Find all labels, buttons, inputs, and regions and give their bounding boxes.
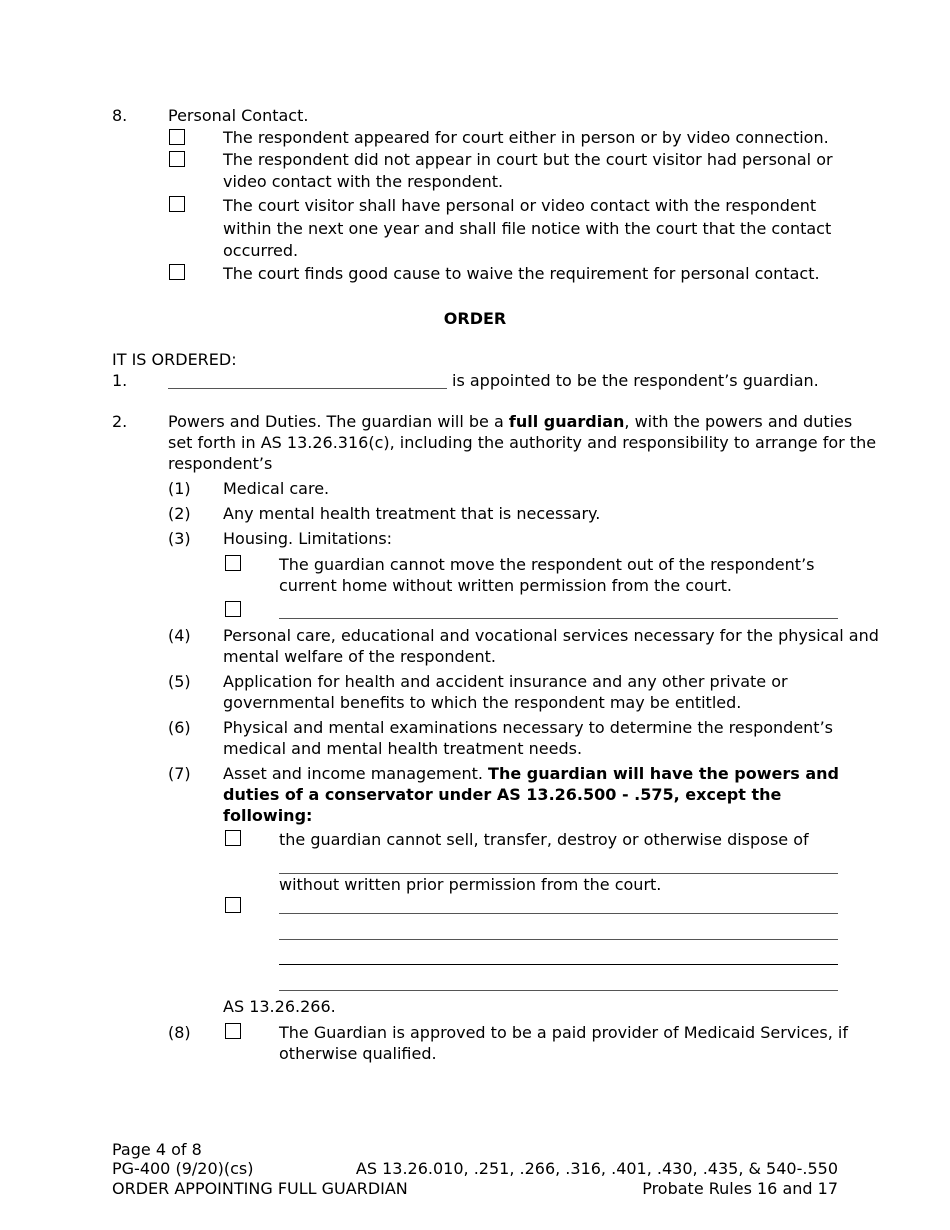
power-3-number: (3) [168,529,191,548]
footer-rules: Probate Rules 16 and 17 [642,1179,838,1198]
power-2-text: Any mental health treatment that is necessary. [223,504,601,523]
item-2-intro-line2: set forth in AS 13.26.316(c), including the authority and responsibility to arrange for the [168,433,877,452]
asset-other-field-2[interactable] [279,939,838,940]
footer-statutes: AS 13.26.010, .251, .266, .316, .401, .430, .435, & 540-.550 [355,1159,838,1178]
option-did-not-appear-line2: video contact with the respondent. [223,172,504,191]
item-2-intro-line1: Powers and Duties. The guardian will be a full guardian, with the powers and duties [168,412,853,431]
option-appeared-line1: The respondent appeared for court either in person or by video connection. [223,128,829,147]
power-6-line1: Physical and mental examinations necessary to determine the respondent’s [223,718,833,737]
checkbox-visitor-contact[interactable] [169,196,185,212]
asset-other-field-3[interactable] [279,964,838,965]
footer-form-title: ORDER APPOINTING FULL GUARDIAN [112,1179,408,1198]
checkbox-waive-contact[interactable] [169,264,185,280]
housing-other-field[interactable] [279,618,838,619]
power-8-number: (8) [168,1023,191,1042]
checkbox-medicaid-provider[interactable] [225,1023,241,1039]
option-visitor-line3: occurred. [223,241,299,260]
item-1-number: 1. [112,371,128,390]
power-4-line2: mental welfare of the respondent. [223,647,496,666]
power-8-line2: otherwise qualified. [279,1044,437,1063]
checkbox-asset-restriction[interactable] [225,830,241,846]
option-visitor-line2: within the next one year and shall file notice with the court that the contact [223,219,832,238]
item-2-intro-line3: respondent’s [168,454,273,473]
asset-restriction-end: without written prior permission from the court. [279,875,662,894]
guardian-name-field[interactable] [168,388,447,389]
power-5-line1: Application for health and accident insurance and any other private or [223,672,788,691]
statute-reference: AS 13.26.266. [223,997,336,1016]
power-6-line2: medical and mental health treatment needs. [223,739,583,758]
housing-option-line1: The guardian cannot move the respondent out of the respondent’s [279,555,815,574]
footer-page-number: Page 4 of 8 [112,1140,202,1159]
footer-form-number: PG-400 (9/20)(cs) [112,1159,254,1178]
power-1-text: Medical care. [223,479,330,498]
asset-restriction-text: the guardian cannot sell, transfer, destroy or otherwise dispose of [279,830,809,849]
order-intro: IT IS ORDERED: [112,350,237,369]
option-visitor-line1: The court visitor shall have personal or video contact with the respondent [223,196,817,215]
power-5-number: (5) [168,672,191,691]
power-7-line3: following: [223,806,313,825]
power-2-number: (2) [168,504,191,523]
power-8-line1: The Guardian is approved to be a paid provider of Medicaid Services, if [279,1023,848,1042]
power-4-line1: Personal care, educational and vocational services necessary for the physical and [223,626,879,645]
power-3-text: Housing. Limitations: [223,529,393,548]
power-6-number: (6) [168,718,191,737]
power-7-line1: Asset and income management. The guardian will have the powers and [223,764,840,783]
asset-other-field-1[interactable] [279,913,838,914]
power-4-number: (4) [168,626,191,645]
asset-other-field-4[interactable] [279,990,838,991]
option-waive-line1: The court finds good cause to waive the requirement for personal contact. [223,264,820,283]
power-7-number: (7) [168,764,191,783]
order-heading: ORDER [443,309,507,328]
power-7-line2: duties of a conservator under AS 13.26.500 - .575, except the [223,785,782,804]
item-1-text: is appointed to be the respondent’s guardian. [452,371,819,390]
power-1-number: (1) [168,479,191,498]
power-5-line2: governmental benefits to which the respondent may be entitled. [223,693,742,712]
housing-option-line2: current home without written permission from the court. [279,576,732,595]
checkbox-housing-other[interactable] [225,601,241,617]
full-guardian-emphasis: full guardian [508,412,625,431]
section-8-title: Personal Contact. [168,106,309,125]
checkbox-asset-other[interactable] [225,897,241,913]
checkbox-did-not-appear[interactable] [169,151,185,167]
option-did-not-appear-line1: The respondent did not appear in court but the court visitor had personal or [223,150,833,169]
checkbox-housing-no-move[interactable] [225,555,241,571]
section-8-number: 8. [112,106,128,125]
checkbox-appeared-in-court[interactable] [169,129,185,145]
item-2-number: 2. [112,412,128,431]
